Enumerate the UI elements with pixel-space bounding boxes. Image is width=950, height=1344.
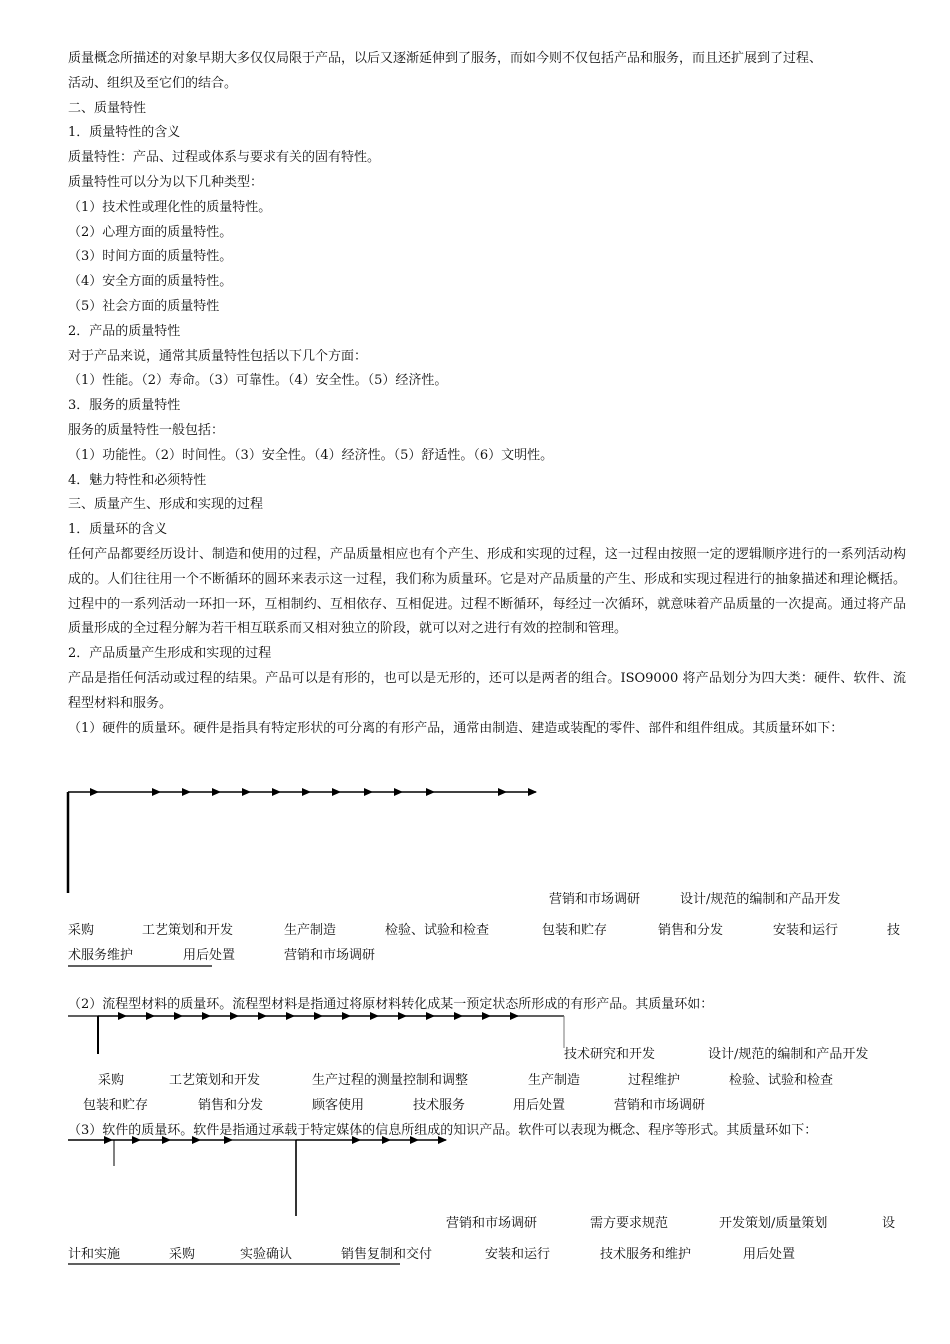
loop-step-label: 用后处置 <box>183 948 236 963</box>
loop-step-label: 采购 <box>68 923 95 938</box>
loop-step-label: 用后处置 <box>513 1098 566 1113</box>
section-heading: 二、质量特性 <box>68 100 147 116</box>
subsection-heading: 2．产品质量产生形成和实现的过程 <box>68 646 272 662</box>
loop-step-label: 生产制造 <box>528 1073 581 1088</box>
loop-step-label: 顾客使用 <box>312 1098 365 1113</box>
loop-step-label: 技术服务 <box>413 1098 466 1113</box>
software-row-2 <box>0 1246 950 1264</box>
loop-step-label: 工艺策划和开发 <box>142 923 234 938</box>
loop-step-label: 检验、试验和检查 <box>385 923 490 938</box>
hardware-intro: （1）硬件的质量环。硬件是指具有特定形状的可分离的有形产品，通常由制造、建造或装配的零件、部件和组件组成。其质量环如下： <box>68 720 844 736</box>
loop-step-label: 营销和市场调研 <box>284 948 376 963</box>
list-item: （4）安全方面的质量特性。 <box>68 274 233 290</box>
flow-row-3 <box>0 1097 950 1115</box>
loop-step-label: 安装和运行 <box>485 1247 551 1262</box>
loop-step-label: 过程维护 <box>628 1073 681 1088</box>
loop-step-label: 需方要求规范 <box>590 1216 669 1231</box>
text-line: 服务的质量特性一般包括： <box>68 422 225 438</box>
loop-step-label: 工艺策划和开发 <box>169 1073 261 1088</box>
loop-step-label: 包装和贮存 <box>83 1098 149 1113</box>
subsection-heading: 4．魅力特性和必须特性 <box>68 472 207 488</box>
loop-step-label: 实验确认 <box>240 1247 293 1262</box>
list-item: （3）时间方面的质量特性。 <box>68 249 233 265</box>
loop-step-label: 设 <box>882 1216 896 1231</box>
subsection-heading: 2．产品的质量特性 <box>68 323 181 339</box>
loop-step-label: 营销和市场调研 <box>549 892 641 907</box>
subsection-heading: 1．质量环的含义 <box>68 522 168 538</box>
loop-step-label: 销售和分发 <box>658 923 724 938</box>
text-line: 质量概念所描述的对象早期大多仅仅局限于产品，以后又逐渐延伸到了服务，而如今则不仅包括产品和服务，而且还扩展到了过程、 <box>68 51 823 66</box>
loop-step-label: 技术服务和维护 <box>600 1247 692 1262</box>
loop-step-label: 设计/规范的编制和产品开发 <box>680 892 841 907</box>
text-line: 对于产品来说，通常其质量特性包括以下几个方面： <box>68 348 368 364</box>
subsection-heading: 3．服务的质量特性 <box>68 398 181 414</box>
text-line: （1）功能性。（2）时间性。（3）安全性。（4）经济性。（5）舒适性。（6）文明性。 <box>68 447 554 463</box>
loop-step-label: 采购 <box>169 1247 196 1262</box>
loop-step-label: 技 <box>887 923 901 938</box>
loop-step-label: 计和实施 <box>68 1247 121 1262</box>
loop-step-label: 设计/规范的编制和产品开发 <box>708 1047 869 1062</box>
paragraph-product: 产品是指任何活动或过程的结果。产品可以是有形的，也可以是无形的，还可以是两者的组合。ISO9000 将产品划分为四大类：硬件、软件、流程型材料和服务。 <box>68 670 906 711</box>
hardware-row-1 <box>0 891 950 909</box>
hardware-row-3 <box>0 947 950 965</box>
section-heading: 三、质量产生、形成和实现的过程 <box>68 497 264 513</box>
loop-step-label: 技术研究和开发 <box>564 1047 656 1062</box>
list-item: （2）心理方面的质量特性。 <box>68 224 233 240</box>
software-row-1 <box>0 1215 950 1233</box>
flow-row-2 <box>0 1072 950 1090</box>
loop-step-label: 检验、试验和检查 <box>729 1073 834 1088</box>
loop-step-label: 包装和贮存 <box>542 923 608 938</box>
list-item: （5）社会方面的质量特性 <box>68 298 220 314</box>
software-intro: （3）软件的质量环。软件是指通过承载于特定媒体的信息所组成的知识产品。软件可以表现为概念、程序等形式。其质量环如下： <box>68 1123 818 1138</box>
loop-step-label: 营销和市场调研 <box>446 1216 538 1231</box>
list-item: （1）技术性或理化性的质量特性。 <box>68 199 272 215</box>
flow-row-1 <box>0 1046 950 1064</box>
loop-step-label: 术服务维护 <box>68 948 134 963</box>
text-line: 活动、组织及至它们的结合。 <box>68 75 238 91</box>
loop-step-label: 用后处置 <box>743 1247 796 1262</box>
loop-step-label: 安装和运行 <box>773 923 839 938</box>
text-line: 质量特性可以分为以下几种类型： <box>68 174 264 190</box>
loop-step-label: 采购 <box>98 1073 125 1088</box>
text-line: （1）性能。（2）寿命。（3）可靠性。（4）安全性。（5）经济性。 <box>68 373 448 389</box>
loop-step-label: 销售复制和交付 <box>341 1247 433 1262</box>
text-line: 质量特性：产品、过程或体系与要求有关的固有特性。 <box>68 150 381 166</box>
loop-step-label: 生产制造 <box>284 923 337 938</box>
subsection-heading: 1．质量特性的含义 <box>68 125 181 141</box>
loop-step-label: 营销和市场调研 <box>614 1098 706 1113</box>
loop-step-label: 生产过程的测量控制和调整 <box>312 1073 469 1088</box>
flow-material-intro: （2）流程型材料的质量环。流程型材料是指通过将原材料转化成某一预定状态所形成的有形产品。其质量环如： <box>68 997 714 1012</box>
loop-step-label: 销售和分发 <box>198 1098 264 1113</box>
paragraph-quality-loop: 任何产品都要经历设计、制造和使用的过程，产品质量相应也有个产生、形成和实现的过程，这一过程由按照一定的逻辑顺序进行的一系列活动构成的。人们往往用一个不断循环的圆环来表示这一过程，我们称为质量环。它是对产品质量的产生、形成和实现过程进行的抽象描述和理论概括。过程中的一系列活动一环扣一环，互相制约、互相依存、互相促进。过程不断循环，每经过一次循环，就意味着产品质量的一次提高。通过将产品质量形成的全过程分解为若干相互联系而又相对独立的阶段，就可以对之进行有效的控制和管理。 <box>68 546 906 637</box>
loop-step-label: 开发策划/质量策划 <box>719 1216 828 1231</box>
hardware-row-2 <box>0 922 950 940</box>
